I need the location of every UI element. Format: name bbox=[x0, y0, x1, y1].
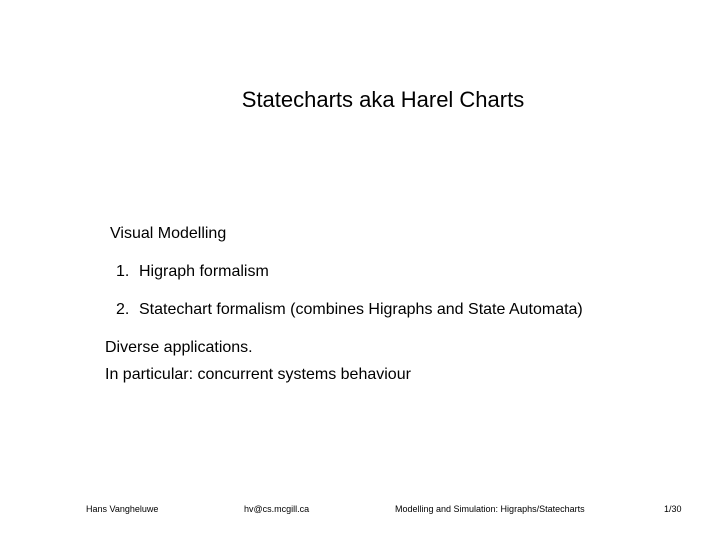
footer-author: Hans Vangheluwe bbox=[86, 504, 159, 514]
list-item-text: Statechart formalism (combines Higraphs and State Automata) bbox=[139, 301, 583, 318]
list-item bbox=[116, 262, 269, 282]
list-item-text: Higraph formalism bbox=[139, 263, 269, 280]
footer-email: hv@cs.mcgill.ca bbox=[244, 504, 310, 514]
body-line-diverse: Diverse applications. bbox=[105, 339, 253, 356]
slide-title: Statecharts aka Harel Charts bbox=[241, 87, 525, 112]
footer-page-number: 1/30 bbox=[664, 504, 682, 514]
section-heading: Visual Modelling bbox=[110, 225, 227, 242]
body-line-particular: In particular: concurrent systems behaviour bbox=[105, 366, 411, 383]
footer-course: Modelling and Simulation: Higraphs/Statecharts bbox=[395, 504, 585, 514]
list-item-number: 2. bbox=[116, 301, 130, 318]
list-item bbox=[116, 300, 583, 320]
list-item-number: 1. bbox=[116, 263, 130, 280]
